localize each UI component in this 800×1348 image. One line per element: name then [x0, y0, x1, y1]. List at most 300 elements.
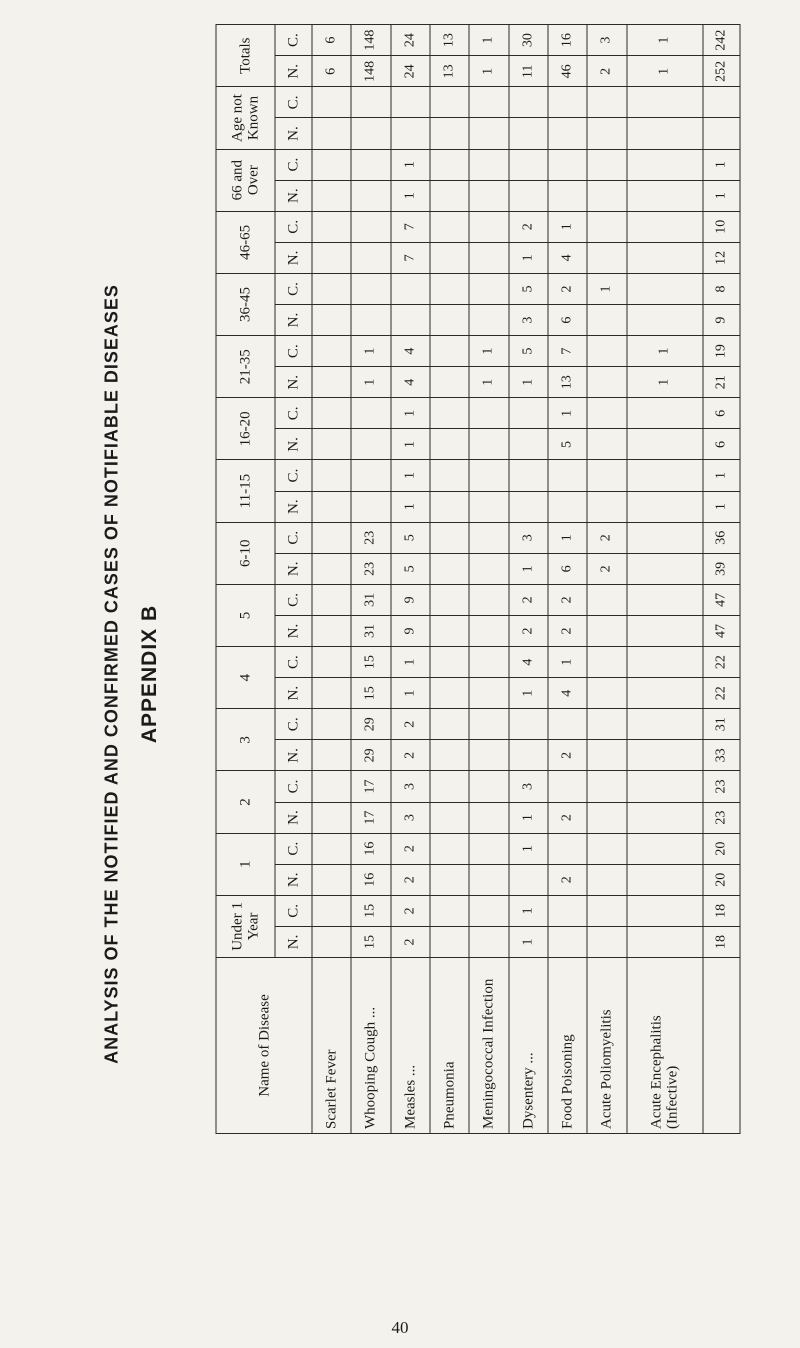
count-cell: 46: [548, 56, 587, 87]
confirmed-header: C.: [275, 460, 312, 491]
age-group-header: 21-35: [216, 336, 275, 398]
count-cell: [587, 491, 626, 522]
count-cell: [430, 460, 469, 491]
count-cell: [469, 771, 508, 802]
count-cell: [548, 895, 587, 926]
count-cell: 2: [548, 802, 587, 833]
count-cell: 2: [391, 740, 430, 771]
count-cell: 29: [351, 740, 390, 771]
count-cell: [469, 740, 508, 771]
count-cell: [351, 273, 390, 304]
count-cell: 2: [548, 584, 587, 615]
count-cell: 21: [703, 367, 740, 398]
count-cell: [469, 584, 508, 615]
disease-row: [351, 25, 390, 1134]
count-cell: [312, 336, 351, 367]
notified-header: N.: [275, 553, 312, 584]
confirmed-header: C.: [275, 647, 312, 678]
count-cell: 17: [351, 771, 390, 802]
count-cell: 19: [703, 336, 740, 367]
count-cell: 30: [509, 25, 548, 56]
count-cell: [312, 833, 351, 864]
disease-name-cell: Pneumonia: [430, 958, 469, 1134]
count-cell: [627, 491, 703, 522]
count-cell: [430, 118, 469, 149]
count-cell: [351, 429, 390, 460]
count-cell: 5: [509, 273, 548, 304]
count-cell: [703, 87, 740, 118]
table-body: [312, 25, 740, 1134]
count-cell: [430, 584, 469, 615]
count-cell: [430, 273, 469, 304]
page-number: 40: [391, 1318, 409, 1337]
count-cell: [587, 367, 626, 398]
count-cell: [312, 149, 351, 180]
disease-name-cell: Food Poisoning: [548, 958, 587, 1134]
age-group-header: 3: [216, 709, 275, 771]
count-cell: 1: [391, 647, 430, 678]
count-cell: 1: [469, 56, 508, 87]
count-cell: 1: [627, 367, 703, 398]
count-cell: 1: [703, 180, 740, 211]
count-cell: [509, 149, 548, 180]
count-cell: [469, 802, 508, 833]
count-cell: [587, 615, 626, 646]
confirmed-header: C.: [275, 398, 312, 429]
count-cell: 20: [703, 864, 740, 895]
disease-row: [548, 25, 587, 1134]
count-cell: [312, 118, 351, 149]
count-cell: 2: [548, 864, 587, 895]
age-group-header: 4: [216, 647, 275, 709]
notified-header: N.: [275, 740, 312, 771]
count-cell: 4: [548, 242, 587, 273]
table-title: ANALYSIS OF THE NOTIFIED AND CONFIRMED CASES OF NOTIFIABLE DISEASES: [101, 284, 122, 1064]
count-cell: [430, 429, 469, 460]
count-cell: 1: [509, 802, 548, 833]
count-cell: [627, 460, 703, 491]
count-cell: [351, 460, 390, 491]
count-cell: [469, 429, 508, 460]
count-cell: [430, 398, 469, 429]
disease-name-cell: Acute Poliomyelitis: [587, 958, 626, 1134]
count-cell: [430, 305, 469, 336]
notified-header: N.: [275, 491, 312, 522]
count-cell: [312, 398, 351, 429]
count-cell: [430, 211, 469, 242]
count-cell: [430, 678, 469, 709]
count-cell: [351, 305, 390, 336]
age-group-header: 6-10: [216, 522, 275, 584]
count-cell: [469, 522, 508, 553]
count-cell: [391, 118, 430, 149]
count-cell: 1: [548, 647, 587, 678]
count-cell: [627, 864, 703, 895]
count-cell: 15: [351, 678, 390, 709]
count-cell: 148: [351, 25, 390, 56]
count-cell: [587, 584, 626, 615]
count-cell: [587, 180, 626, 211]
count-cell: 2: [548, 740, 587, 771]
count-cell: [430, 802, 469, 833]
count-cell: 6: [703, 429, 740, 460]
confirmed-header: C.: [275, 709, 312, 740]
count-cell: [587, 242, 626, 273]
count-cell: [587, 895, 626, 926]
count-cell: [627, 584, 703, 615]
count-cell: 1: [391, 149, 430, 180]
count-cell: [469, 553, 508, 584]
age-group-header: 5: [216, 584, 275, 646]
age-group-header: 11-15: [216, 460, 275, 522]
count-cell: 6: [548, 305, 587, 336]
count-cell: [703, 118, 740, 149]
count-cell: [469, 305, 508, 336]
disease-row: [312, 25, 351, 1134]
count-cell: [469, 864, 508, 895]
confirmed-header: C.: [275, 584, 312, 615]
count-cell: 7: [548, 336, 587, 367]
count-cell: 22: [703, 647, 740, 678]
count-cell: 2: [391, 895, 430, 926]
count-cell: 1: [509, 367, 548, 398]
count-cell: [430, 615, 469, 646]
count-cell: 1: [548, 211, 587, 242]
count-cell: 1: [548, 522, 587, 553]
count-cell: 1: [703, 460, 740, 491]
count-cell: [627, 522, 703, 553]
count-cell: 2: [587, 56, 626, 87]
totals-row: [703, 25, 740, 1134]
count-cell: [469, 895, 508, 926]
count-cell: 12: [703, 242, 740, 273]
count-cell: [430, 149, 469, 180]
notified-header: N.: [275, 429, 312, 460]
disease-row: [509, 25, 548, 1134]
notified-header: N.: [275, 242, 312, 273]
count-cell: [312, 180, 351, 211]
count-cell: 22: [703, 678, 740, 709]
count-cell: 9: [703, 305, 740, 336]
disease-name-cell: [703, 958, 740, 1134]
count-cell: [469, 678, 508, 709]
count-cell: [509, 864, 548, 895]
disease-name-header: Name of Disease: [216, 958, 312, 1134]
count-cell: 31: [703, 709, 740, 740]
count-cell: [430, 740, 469, 771]
count-cell: [312, 491, 351, 522]
count-cell: [587, 678, 626, 709]
count-cell: [312, 771, 351, 802]
count-cell: 2: [391, 709, 430, 740]
count-cell: 6: [703, 398, 740, 429]
count-cell: [509, 398, 548, 429]
analysis-table-container: [216, 24, 741, 1134]
count-cell: [312, 367, 351, 398]
count-cell: [469, 709, 508, 740]
count-cell: [312, 678, 351, 709]
count-cell: [312, 864, 351, 895]
count-cell: [430, 242, 469, 273]
count-cell: 1: [469, 367, 508, 398]
age-group-header: 1: [216, 833, 275, 895]
count-cell: [587, 709, 626, 740]
age-group-header: Age not Known: [216, 87, 275, 149]
confirmed-header: C.: [275, 211, 312, 242]
count-cell: 13: [548, 367, 587, 398]
notified-header: N.: [275, 180, 312, 211]
count-cell: [587, 87, 626, 118]
count-cell: [312, 460, 351, 491]
disease-row: [391, 25, 430, 1134]
count-cell: 1: [391, 491, 430, 522]
count-cell: [430, 926, 469, 957]
count-cell: [469, 273, 508, 304]
count-cell: [469, 211, 508, 242]
count-cell: [469, 615, 508, 646]
count-cell: 11: [509, 56, 548, 87]
count-cell: [351, 242, 390, 273]
count-cell: 8: [703, 273, 740, 304]
count-cell: [587, 211, 626, 242]
count-cell: [312, 740, 351, 771]
count-cell: [312, 273, 351, 304]
count-cell: [627, 211, 703, 242]
confirmed-header: C.: [275, 273, 312, 304]
count-cell: [627, 429, 703, 460]
count-cell: 6: [312, 56, 351, 87]
age-group-header: 2: [216, 771, 275, 833]
count-cell: 23: [351, 522, 390, 553]
count-cell: 5: [548, 429, 587, 460]
count-cell: [469, 118, 508, 149]
count-cell: 2: [509, 584, 548, 615]
count-cell: [587, 802, 626, 833]
confirmed-header: C.: [275, 87, 312, 118]
count-cell: [587, 740, 626, 771]
confirmed-header: C.: [275, 25, 312, 56]
count-cell: [312, 429, 351, 460]
count-cell: [312, 926, 351, 957]
count-cell: 1: [627, 25, 703, 56]
count-cell: 18: [703, 926, 740, 957]
count-cell: [312, 522, 351, 553]
count-cell: [391, 87, 430, 118]
count-cell: 24: [391, 25, 430, 56]
count-cell: [312, 709, 351, 740]
appendix-label: APPENDIX B: [138, 604, 161, 744]
count-cell: 33: [703, 740, 740, 771]
count-cell: [469, 833, 508, 864]
count-cell: [430, 336, 469, 367]
count-cell: [469, 491, 508, 522]
count-cell: 5: [391, 522, 430, 553]
count-cell: [627, 926, 703, 957]
disease-name-cell: Meningococcal Infection: [469, 958, 508, 1134]
count-cell: [587, 149, 626, 180]
count-cell: [430, 647, 469, 678]
count-cell: 1: [509, 242, 548, 273]
count-cell: 23: [351, 553, 390, 584]
count-cell: 4: [509, 647, 548, 678]
count-cell: [391, 273, 430, 304]
notified-header: N.: [275, 615, 312, 646]
count-cell: 5: [509, 336, 548, 367]
count-cell: [430, 491, 469, 522]
count-cell: 47: [703, 584, 740, 615]
count-cell: 17: [351, 802, 390, 833]
count-cell: 2: [587, 553, 626, 584]
count-cell: 1: [627, 56, 703, 87]
count-cell: 1: [351, 367, 390, 398]
count-cell: 1: [509, 833, 548, 864]
count-cell: 16: [351, 833, 390, 864]
notified-header: N.: [275, 864, 312, 895]
count-cell: 7: [391, 211, 430, 242]
count-cell: 31: [351, 584, 390, 615]
count-cell: [548, 118, 587, 149]
count-cell: [587, 460, 626, 491]
count-cell: 4: [548, 678, 587, 709]
confirmed-header: C.: [275, 336, 312, 367]
count-cell: [548, 709, 587, 740]
count-cell: 7: [391, 242, 430, 273]
count-cell: [509, 709, 548, 740]
count-cell: 3: [509, 522, 548, 553]
disease-row: [469, 25, 508, 1134]
count-cell: [351, 180, 390, 211]
count-cell: [430, 367, 469, 398]
count-cell: 1: [391, 460, 430, 491]
count-cell: [627, 118, 703, 149]
count-cell: 47: [703, 615, 740, 646]
count-cell: [430, 553, 469, 584]
count-cell: 16: [351, 864, 390, 895]
count-cell: [469, 647, 508, 678]
disease-row: [587, 25, 626, 1134]
count-cell: [351, 149, 390, 180]
count-cell: 15: [351, 647, 390, 678]
count-cell: 20: [703, 833, 740, 864]
count-cell: [430, 522, 469, 553]
notified-header: N.: [275, 926, 312, 957]
count-cell: 23: [703, 802, 740, 833]
count-cell: 24: [391, 56, 430, 87]
age-group-header: 16-20: [216, 398, 275, 460]
count-cell: 39: [703, 553, 740, 584]
count-cell: 4: [391, 367, 430, 398]
count-cell: [587, 833, 626, 864]
count-cell: 3: [391, 802, 430, 833]
count-cell: [627, 87, 703, 118]
count-cell: 2: [548, 615, 587, 646]
count-cell: [312, 895, 351, 926]
count-cell: [469, 926, 508, 957]
count-cell: 23: [703, 771, 740, 802]
count-cell: [351, 491, 390, 522]
notified-header: N.: [275, 305, 312, 336]
count-cell: [469, 242, 508, 273]
count-cell: 3: [391, 771, 430, 802]
count-cell: [430, 833, 469, 864]
count-cell: [587, 118, 626, 149]
count-cell: 1: [509, 895, 548, 926]
count-cell: [469, 180, 508, 211]
count-cell: [548, 491, 587, 522]
count-cell: [469, 460, 508, 491]
count-cell: [587, 926, 626, 957]
count-cell: [351, 87, 390, 118]
count-cell: [587, 771, 626, 802]
count-cell: [587, 429, 626, 460]
count-cell: [587, 864, 626, 895]
count-cell: [627, 833, 703, 864]
count-cell: 148: [351, 56, 390, 87]
count-cell: [430, 709, 469, 740]
count-cell: [509, 118, 548, 149]
confirmed-header: C.: [275, 833, 312, 864]
count-cell: [548, 87, 587, 118]
count-cell: 5: [391, 553, 430, 584]
count-cell: [312, 553, 351, 584]
count-cell: [627, 180, 703, 211]
count-cell: [627, 305, 703, 336]
age-group-header: Totals: [216, 25, 275, 87]
count-cell: 1: [509, 926, 548, 957]
age-group-header-row: [216, 25, 275, 1134]
count-cell: 1: [548, 398, 587, 429]
count-cell: [312, 305, 351, 336]
count-cell: 1: [627, 336, 703, 367]
notified-header: N.: [275, 367, 312, 398]
count-cell: [587, 647, 626, 678]
count-cell: [391, 305, 430, 336]
count-cell: 15: [351, 895, 390, 926]
count-cell: 1: [509, 678, 548, 709]
count-cell: 6: [548, 553, 587, 584]
count-cell: 2: [587, 522, 626, 553]
count-cell: [430, 180, 469, 211]
count-cell: 1: [703, 491, 740, 522]
count-cell: [548, 833, 587, 864]
count-cell: [627, 895, 703, 926]
count-cell: 29: [351, 709, 390, 740]
count-cell: [430, 771, 469, 802]
count-cell: [548, 460, 587, 491]
count-cell: 18: [703, 895, 740, 926]
count-cell: [627, 678, 703, 709]
count-cell: [548, 149, 587, 180]
notified-header: N.: [275, 56, 312, 87]
count-cell: 9: [391, 615, 430, 646]
count-cell: 16: [548, 25, 587, 56]
count-cell: [509, 491, 548, 522]
count-cell: [627, 553, 703, 584]
count-cell: [312, 211, 351, 242]
count-cell: [312, 802, 351, 833]
count-cell: 2: [548, 273, 587, 304]
count-cell: [509, 429, 548, 460]
count-cell: 2: [391, 833, 430, 864]
count-cell: 15: [351, 926, 390, 957]
count-cell: 2: [509, 211, 548, 242]
count-cell: [548, 771, 587, 802]
count-cell: [627, 615, 703, 646]
count-cell: 3: [587, 25, 626, 56]
age-group-header: 46-65: [216, 211, 275, 273]
count-cell: 10: [703, 211, 740, 242]
count-cell: 1: [469, 25, 508, 56]
